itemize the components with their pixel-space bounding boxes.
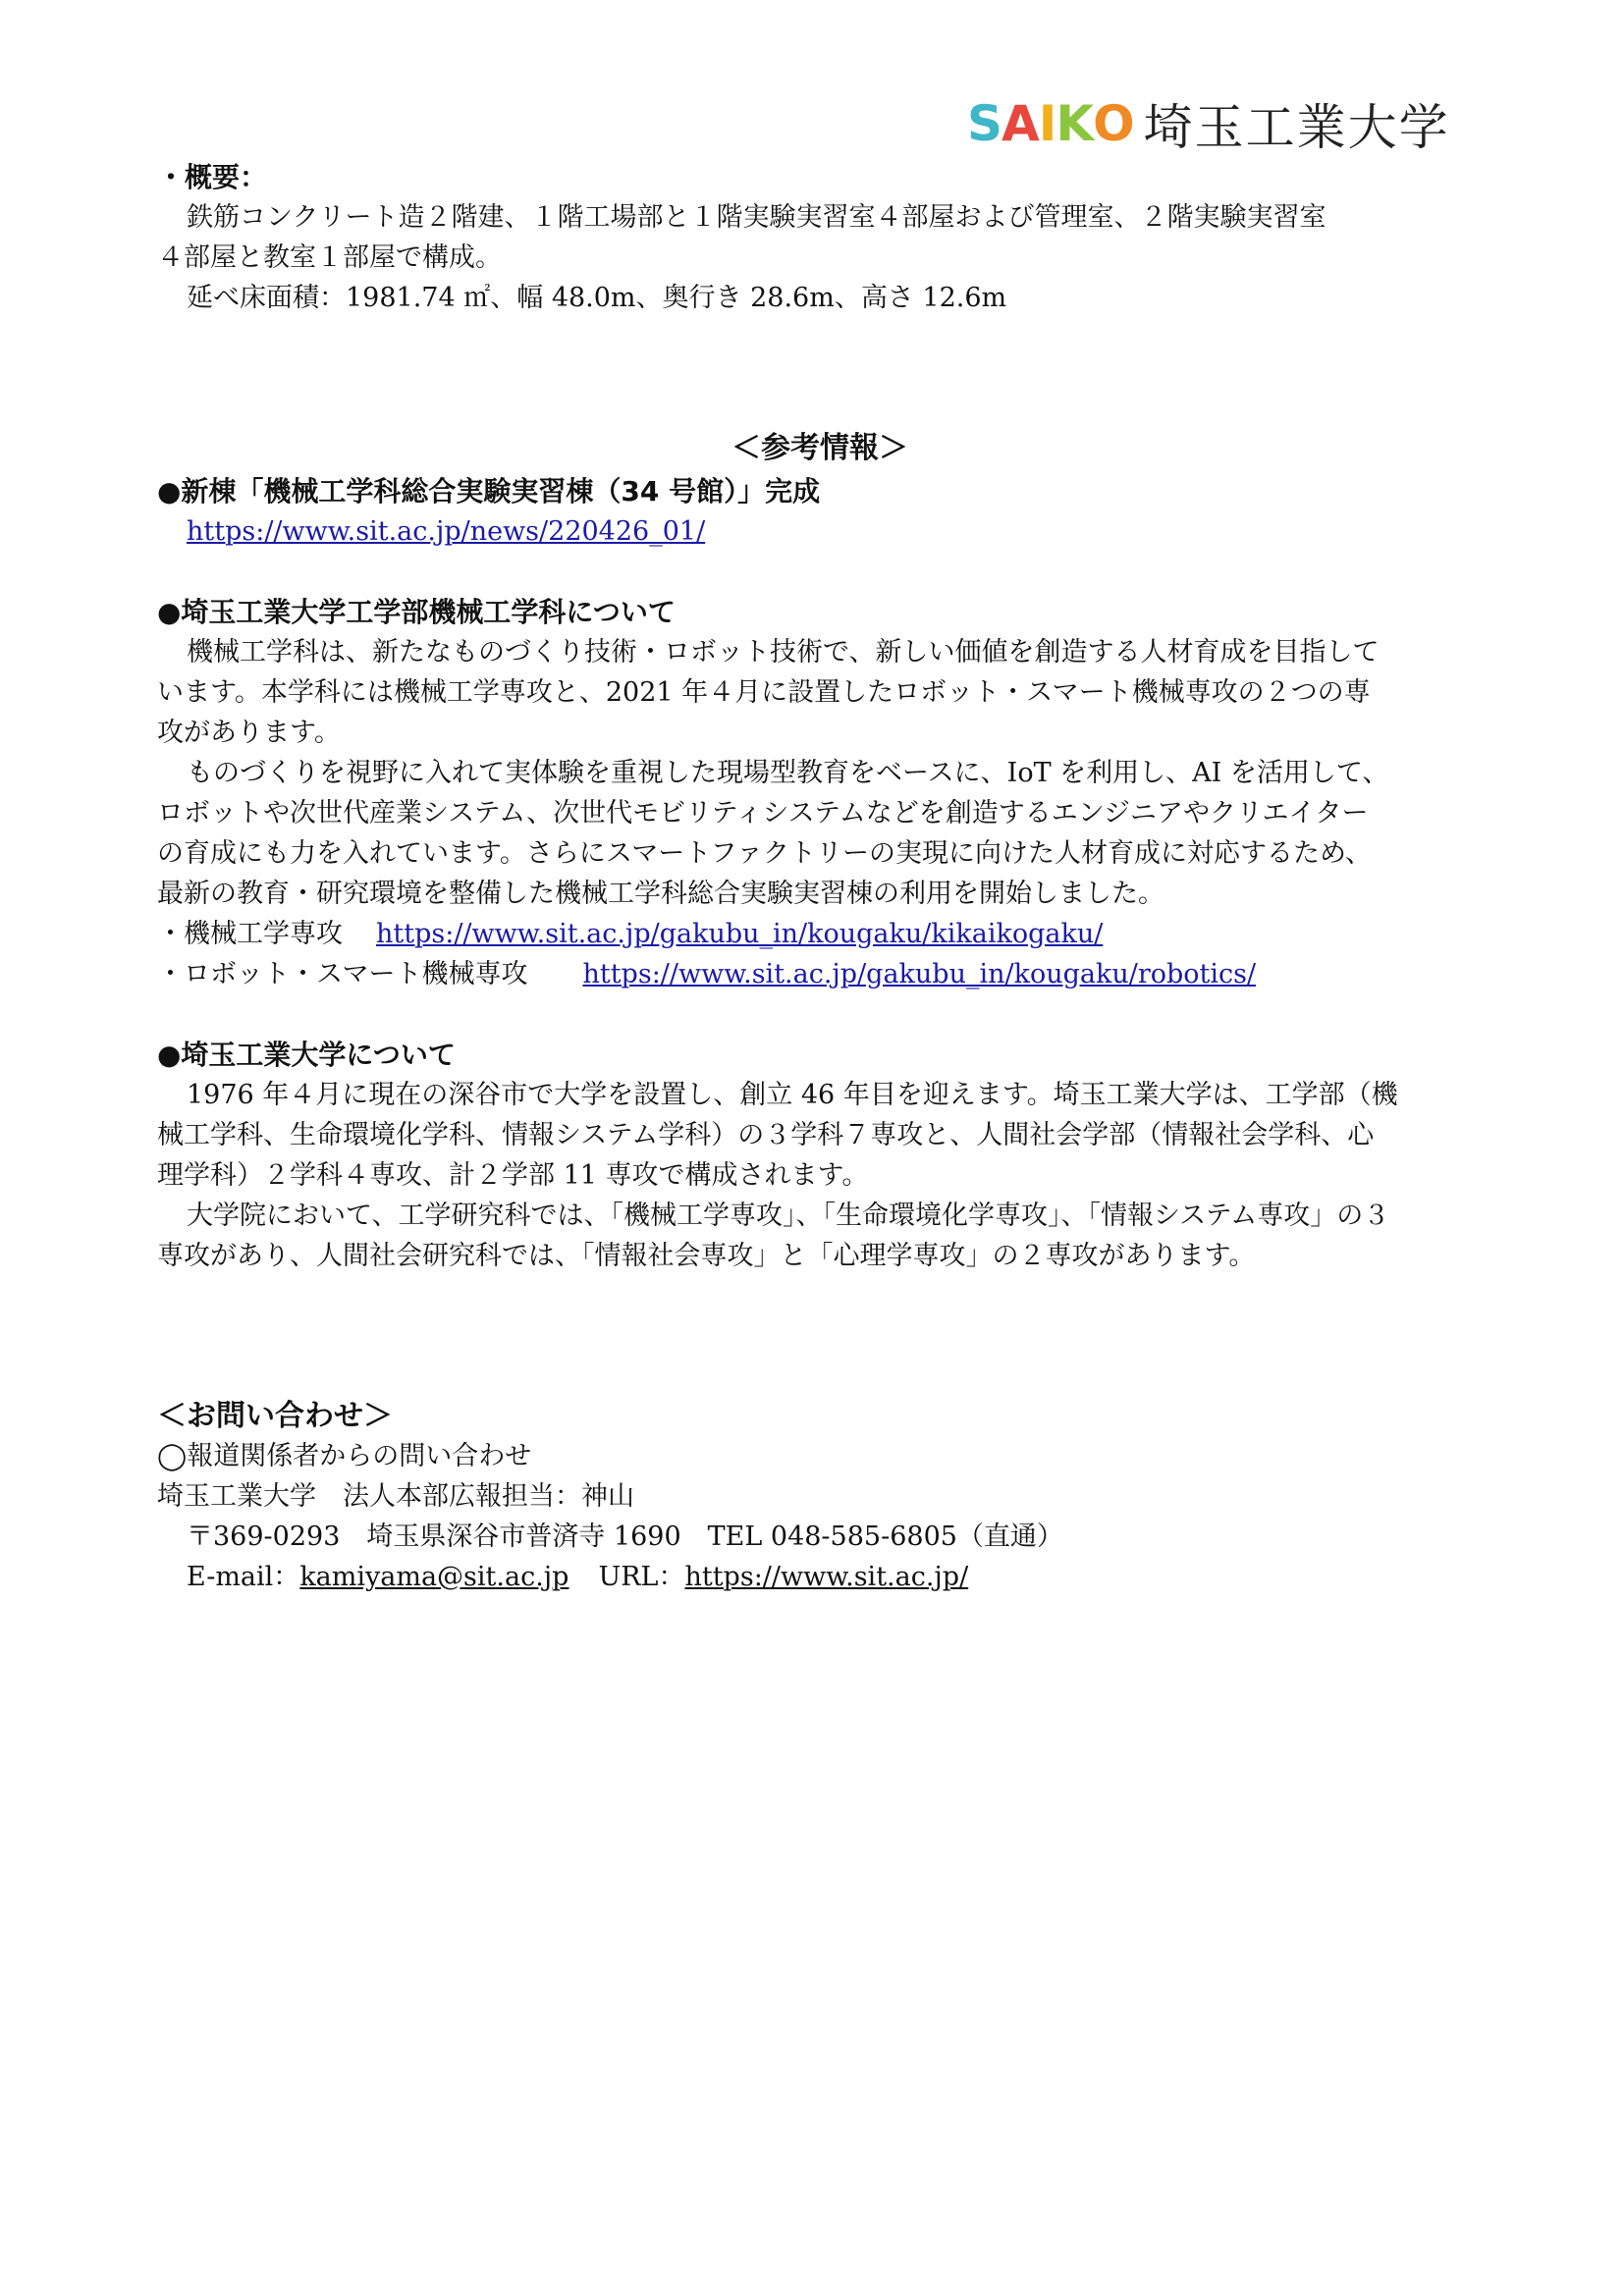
paragraph-line: 最新の教育・研究環境を整備した機械工学科総合実験実習棟の利用を開始しました。 (157, 879, 1164, 909)
paragraph-line: ロボットや次世代産業システム、次世代モビリティシステムなどを創造するエンジニアやクリエイター (157, 798, 1369, 828)
overview-title: ・概要： (157, 161, 268, 193)
logo-letter: I (1038, 95, 1056, 152)
email-label: E-mail： (187, 1562, 300, 1592)
contact-links-row (157, 1557, 1483, 1597)
news-link[interactable]: https://www.sit.ac.jp/news/220426_01/ (187, 516, 706, 547)
logo-letter: A (1001, 95, 1039, 152)
paragraph-line: います。本学科には機械工学専攻と、2021 年４月に設置したロボット・スマート機械専攻の２つの専 (157, 677, 1371, 708)
logo-letter: S (967, 95, 1002, 152)
document-body (157, 157, 1483, 1597)
robotics-link[interactable]: https://www.sit.ac.jp/gakubu_in/kougaku/robotics/ (582, 959, 1257, 989)
contact-line: 埼玉工業大学 法人本部広報担当：神山 (157, 1481, 634, 1512)
contact-line: 〒369-0293 埼玉県深谷市普済寺 1690 TEL 048-585-6805（直通） (187, 1522, 1063, 1552)
paragraph-line: 機械工学科は、新たなものづくり技術・ロボット技術で、新しい価値を創造する人材育成を目指して (187, 637, 1380, 667)
email-link[interactable]: kamiyama@sit.ac.jp (299, 1562, 569, 1592)
university-name: 埼玉工業大学 (1143, 99, 1450, 156)
paragraph-line: の育成にも力を入れています。さらにスマートファクトリーの実現に向けた人材育成に対応するため、 (157, 838, 1372, 869)
link-row (157, 954, 1483, 994)
link-row (157, 914, 1483, 954)
paragraph-line: 械工学科、生命環境化学科、情報システム学科）の３学科７専攻と、人間社会学部（情報社会学科、心 (157, 1120, 1375, 1150)
contact-title: ＜お問い合わせ＞ (157, 1399, 393, 1433)
paragraph-line: 1976 年４月に現在の深谷市で大学を設置し、創立 46 年目を迎えます。埼玉工業大学は、工学部（機 (187, 1080, 1398, 1110)
website-link[interactable]: https://www.sit.ac.jp/ (684, 1562, 969, 1592)
paragraph-line: 理学科）２学科４専攻、計２学部 11 専攻で構成されます。 (157, 1160, 869, 1191)
link-label: ・機械工学専攻 (157, 919, 343, 949)
logo-letter: O (1093, 95, 1134, 152)
university-logo (967, 94, 1450, 156)
logo-letter: K (1056, 95, 1094, 152)
reference-title: ＜参考情報＞ (731, 431, 908, 465)
saiko-logo-mark (967, 95, 1134, 152)
contact-line: ◯報道関係者からの問い合わせ (157, 1441, 532, 1471)
link-label: ・ロボット・スマート機械専攻 (157, 959, 528, 989)
paragraph-line: ものづくりを視野に入れて実体験を重視した現場型教育をベースに、IoT を利用し、AI を活用して、 (187, 758, 1389, 788)
mechanical-engineering-link[interactable]: https://www.sit.ac.jp/gakubu_in/kougaku/kikaikogaku/ (376, 919, 1104, 949)
overview-line: ４部屋と教室１部屋で構成。 (157, 242, 502, 273)
url-label: URL： (598, 1562, 685, 1592)
overview-line: 延べ床面積：1981.74 ㎡、幅 48.0m、奥行き 28.6m、高さ 12.6m (187, 283, 1007, 313)
paragraph-line: 大学院において、工学研究科では、「機械工学専攻」、「生命環境化学専攻」、「情報システム専攻」の３ (187, 1201, 1390, 1231)
section-heading: ●埼玉工業大学工学部機械工学科について (157, 596, 676, 628)
paragraph-line: 攻があります。 (157, 718, 341, 748)
overview-line: 鉄筋コンクリート造２階建、１階工場部と１階実験実習室４部屋および管理室、２階実験実習室 (187, 202, 1326, 233)
section-heading: ●埼玉工業大学について (157, 1039, 456, 1071)
section-heading: ●新棟「機械工学科総合実験実習棟（34 号館）」完成 (157, 475, 821, 507)
paragraph-line: 専攻があり、人間社会研究科では、「情報社会専攻」と「心理学専攻」の２専攻があります。 (157, 1241, 1256, 1271)
